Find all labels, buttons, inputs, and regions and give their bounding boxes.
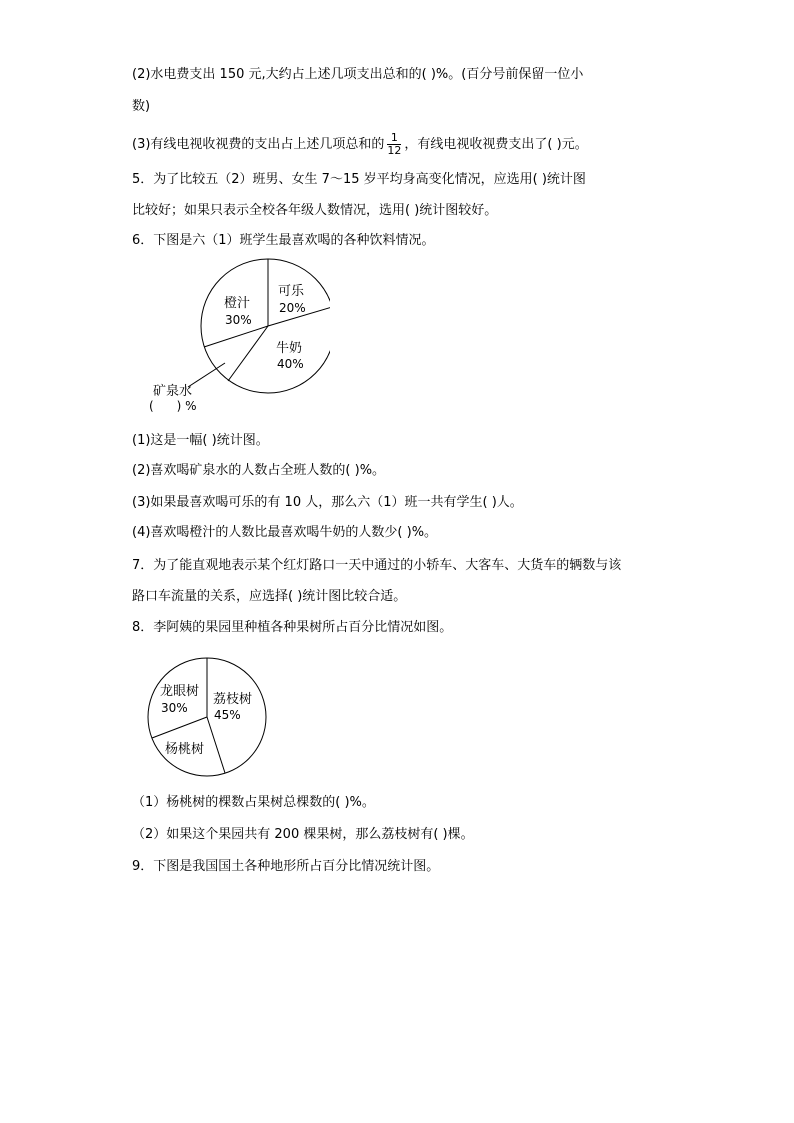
pie-outline	[201, 259, 330, 393]
q3-suffix: ，有线电视收视费支出了( )元。	[404, 137, 588, 152]
slice-label-carambola: 杨桃树	[165, 742, 205, 757]
question-6-2: (2)喜欢喝矿泉水的人数占全班人数的( )%。	[132, 463, 386, 478]
slice-value-water: ( ) %	[149, 399, 197, 413]
slice-value-juice: 30%	[225, 313, 252, 327]
slice-value-cola: 20%	[279, 301, 306, 315]
question-6-1: (1)这是一幅( )统计图。	[132, 433, 269, 448]
question-2-line: (2)水电费支出 150 元,大约占上述几项支出总和的( )%。(百分号前保留一位小	[132, 67, 584, 82]
slice-label-cola: 可乐	[278, 284, 305, 299]
question-6-title: 6．下图是六（1）班学生最喜欢喝的各种饮料情况。	[132, 233, 435, 248]
fraction	[387, 132, 401, 157]
slice-label-water: 矿泉水	[153, 384, 193, 399]
slice-label-longan: 龙眼树	[160, 684, 200, 699]
slice-value-milk: 40%	[277, 357, 304, 371]
fraction-numerator: 1	[387, 132, 401, 145]
q3-prefix: (3)有线电视收视费的支出占上述几项总和的	[132, 137, 385, 152]
question-3-line	[132, 132, 588, 157]
question-6-4: (4)喜欢喝橙汁的人数比最喜欢喝牛奶的人数少( )%。	[132, 525, 438, 540]
question-8-title: 8．李阿姨的果园里种植各种果树所占百分比情况如图。	[132, 620, 453, 635]
question-8-1: （1）杨桃树的棵数占果树总棵数的( )%。	[132, 795, 375, 810]
question-2-line-cont: 数)	[132, 99, 151, 114]
slice-label-lychee: 荔枝树	[213, 692, 253, 707]
question-7-line: 7．为了能直观地表示某个红灯路口一天中通过的小轿车、大客车、大货车的辆数与该	[132, 558, 622, 573]
question-9-title: 9．下图是我国国土各种地形所占百分比情况统计图。	[132, 859, 440, 874]
question-5-line-cont: 比较好；如果只表示全校各年级人数情况，选用( )统计图较好。	[132, 203, 498, 218]
question-6-3: (3)如果最喜欢喝可乐的有 10 人，那么六（1）班一共有学生( )人。	[132, 495, 523, 510]
question-8-2: （2）如果这个果园共有 200 棵果树，那么荔枝树有( )棵。	[132, 827, 474, 842]
slice-value-longan: 30%	[161, 701, 188, 715]
fruit-tree-pie-chart	[142, 655, 282, 785]
question-5-line: 5．为了比较五（2）班男、女生 7～15 岁平均身高变化情况，应选用( )统计图	[132, 172, 586, 187]
question-7-line-cont: 路口车流量的关系，应选择( )统计图比较合适。	[132, 589, 407, 604]
beverage-pie-chart	[130, 255, 330, 425]
slice-label-milk: 牛奶	[276, 341, 303, 356]
fraction-denominator: 12	[387, 144, 402, 157]
slice-value-lychee: 45%	[214, 708, 241, 722]
slice-label-juice: 橙汁	[224, 296, 251, 311]
water-leader-line	[188, 363, 225, 387]
